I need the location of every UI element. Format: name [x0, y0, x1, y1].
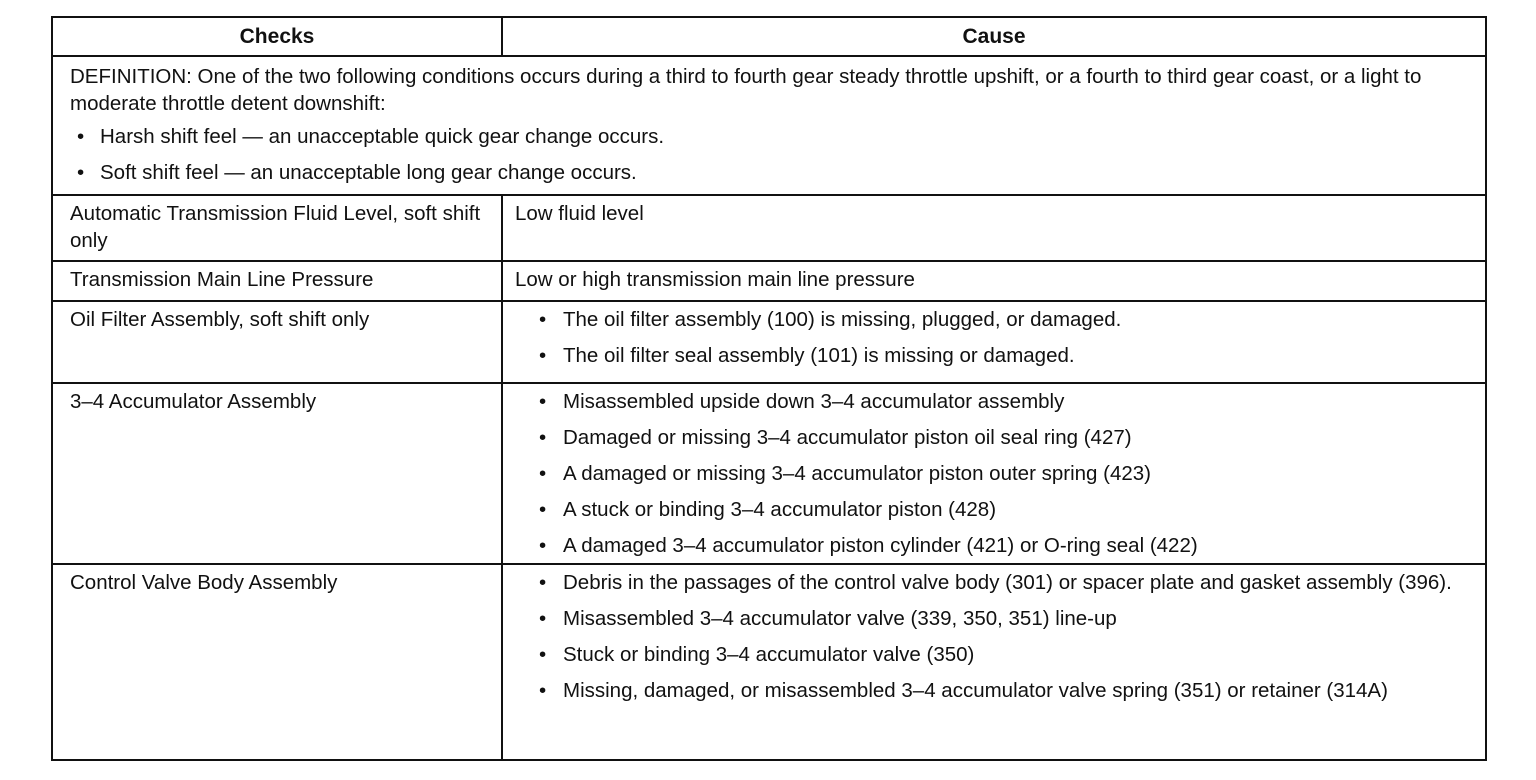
table-row	[53, 196, 1485, 262]
bullet-icon: •	[539, 643, 547, 666]
check-cell: Oil Filter Assembly, soft shift only	[53, 302, 503, 382]
cause-list	[515, 569, 1469, 704]
list-item: • The oil filter seal assembly (101) is missing or damaged.	[539, 344, 1075, 367]
cause-cell: Low fluid level	[515, 202, 644, 225]
header-checks: Checks	[53, 18, 503, 55]
table-header-row	[53, 18, 1485, 57]
list-item: • Soft shift feel — an unacceptable long gear change occurs.	[77, 161, 637, 184]
bullet-icon: •	[539, 679, 547, 702]
list-item: • Debris in the passages of the control valve body (301) or spacer plate and gasket assembly (396).	[539, 571, 1452, 594]
bullet-icon: •	[539, 390, 547, 413]
list-item: • Stuck or binding 3–4 accumulator valve (350)	[539, 643, 975, 666]
bullet-icon: •	[539, 308, 547, 331]
bullet-icon: •	[539, 344, 547, 367]
cause-list	[515, 306, 1469, 369]
cause-list	[515, 388, 1469, 559]
check-cell: Transmission Main Line Pressure	[53, 262, 503, 300]
definition-cell	[53, 57, 1485, 194]
definition-row	[53, 57, 1485, 196]
cause-cell: Low or high transmission main line pressure	[515, 268, 915, 291]
header-cause: Cause	[962, 25, 1026, 48]
check-cell: Control Valve Body Assembly	[53, 565, 503, 759]
cause-cell	[503, 384, 1485, 563]
bullet-icon: •	[77, 161, 85, 184]
table-row	[53, 565, 1485, 759]
list-item: • Damaged or missing 3–4 accumulator piston oil seal ring (427)	[539, 426, 1132, 449]
bullet-icon: •	[539, 426, 547, 449]
cause-cell	[503, 565, 1485, 759]
definition-text: DEFINITION: One of the two following conditions occurs during a third to fourth gear steady throttle upshift, or a fourth to third gear coast, or a light to moderate throttle detent downshift:	[70, 65, 1422, 115]
list-item: • A damaged or missing 3–4 accumulator piston outer spring (423)	[539, 462, 1151, 485]
bullet-icon: •	[77, 125, 85, 148]
bullet-icon: •	[539, 607, 547, 630]
cause-cell	[503, 302, 1485, 382]
table-row	[53, 384, 1485, 565]
list-item: • A damaged 3–4 accumulator piston cylinder (421) or O-ring seal (422)	[539, 534, 1198, 557]
list-item: • Misassembled upside down 3–4 accumulator assembly	[539, 390, 1065, 413]
bullet-icon: •	[539, 498, 547, 521]
table-row	[53, 302, 1485, 384]
list-item: • Missing, damaged, or misassembled 3–4 accumulator valve spring (351) or retainer (314A)	[539, 679, 1388, 702]
list-item: • The oil filter assembly (100) is missing, plugged, or damaged.	[539, 308, 1122, 331]
definition-bullets	[70, 123, 1469, 186]
bullet-icon: •	[539, 462, 547, 485]
bullet-icon: •	[539, 571, 547, 594]
check-cell: 3–4 Accumulator Assembly	[53, 384, 503, 563]
list-item: • A stuck or binding 3–4 accumulator piston (428)	[539, 498, 997, 521]
diagnosis-table	[51, 16, 1487, 761]
table-row	[53, 262, 1485, 302]
check-cell: Automatic Transmission Fluid Level, soft shift only	[53, 196, 503, 260]
bullet-icon: •	[539, 534, 547, 557]
list-item: • Misassembled 3–4 accumulator valve (339, 350, 351) line-up	[539, 607, 1117, 630]
list-item: • Harsh shift feel — an unacceptable quick gear change occurs.	[77, 125, 665, 148]
